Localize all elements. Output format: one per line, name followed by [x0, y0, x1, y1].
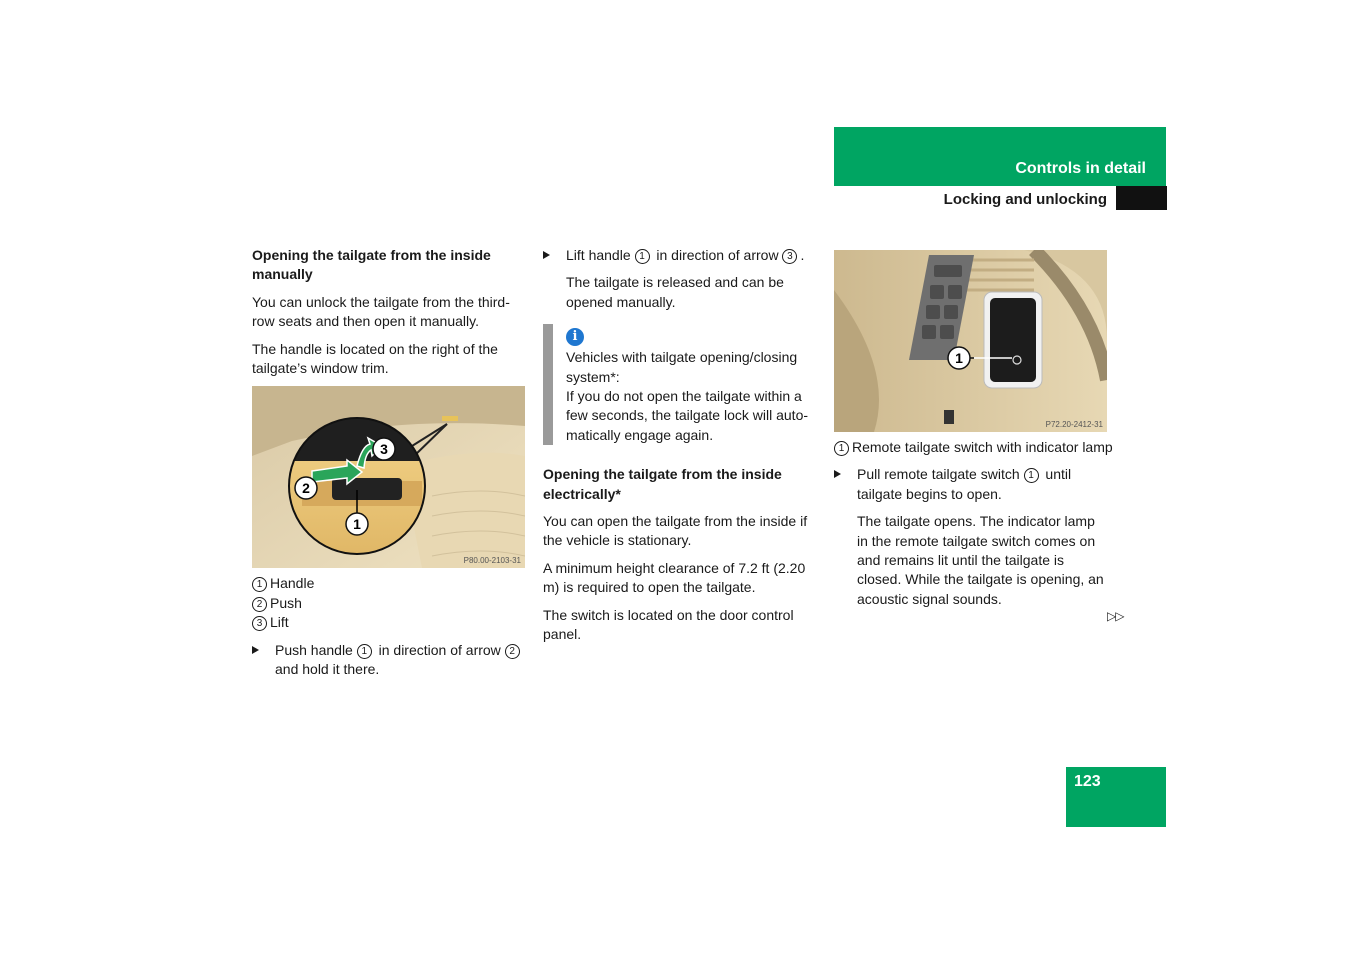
legend-item — [252, 613, 527, 632]
step-bullet-icon — [252, 646, 259, 654]
column-right — [834, 250, 1124, 617]
number-badge: 2 — [252, 597, 267, 612]
section-title: Locking and unlocking — [943, 191, 1107, 208]
note-bar — [543, 324, 553, 445]
paragraph: A minimum height clearance of 7.2 ft (2.20 m) is required to open the tailgate. — [543, 559, 806, 596]
step-result: The tailgate opens. The indicator lamp in the remote tailgate switch comes on and remains lit until the tailgate is closed. While the tailgate is opening, an acoustic signal sounds. — [857, 513, 1104, 607]
number-badge: 1 — [834, 441, 849, 456]
legend-item — [252, 594, 527, 613]
number-badge: 3 — [252, 616, 267, 631]
number-badge: 1 — [252, 577, 267, 592]
continued-arrow-icon: ▷▷ — [1107, 609, 1124, 623]
step-bullet-icon — [543, 251, 550, 259]
door-panel-illustration — [834, 250, 1107, 432]
step-result: The tailgate is released and can be opened manually. — [566, 274, 784, 310]
chapter-title: Controls in detail — [1015, 160, 1146, 177]
legend-item — [834, 438, 1124, 457]
step-bullet-icon — [834, 470, 841, 478]
step-text: Lift handle — [566, 247, 635, 263]
tailgate-handle-figure — [252, 386, 525, 568]
step-text: Push handle — [275, 641, 357, 658]
legend-item — [252, 574, 527, 593]
callout-1: 1 — [353, 516, 361, 533]
number-badge: 1 — [1024, 468, 1039, 483]
legend-label: Lift — [270, 614, 289, 631]
step-text: in direction of arrow — [374, 641, 505, 658]
legend-label: Push — [270, 594, 302, 611]
info-icon: i — [566, 328, 584, 346]
heading-electric: Opening the tailgate from the inside electrically* — [543, 466, 782, 502]
step-text: . — [800, 247, 805, 263]
page-number: 123 — [1074, 773, 1101, 790]
step-text: Pull remote tailgate switch — [857, 466, 1024, 483]
legend-label: Remote tailgate switch with indicator lamp — [852, 439, 1113, 455]
note-text: If you do not open the tailgate within a few seconds, the tailgate lock will auto-matically engage again. — [566, 388, 809, 443]
instruction-step — [543, 246, 818, 265]
instruction-step — [834, 465, 1109, 504]
number-badge: 3 — [782, 249, 797, 264]
door-panel-figure — [834, 250, 1107, 432]
figure-code: P72.20-2412-31 — [1045, 420, 1103, 429]
chapter-header-bar — [834, 127, 1166, 186]
paragraph: You can open the tailgate from the inside if the vehicle is stationary. — [543, 513, 808, 549]
number-badge: 1 — [357, 644, 372, 659]
paragraph: You can unlock the tailgate from the third-row seats and then open it manually. — [252, 293, 510, 330]
paragraph: The switch is located on the door control panel. — [543, 606, 794, 643]
note-box — [543, 324, 818, 445]
instruction-step — [252, 641, 527, 680]
callout-1: 1 — [955, 350, 963, 366]
tailgate-handle-illustration — [252, 386, 525, 568]
number-badge: 2 — [505, 644, 520, 659]
step-text: and hold it there. — [275, 661, 380, 678]
figure-code: P80.00-2103-31 — [463, 556, 521, 566]
number-badge: 1 — [635, 249, 650, 264]
callout-3: 3 — [380, 441, 388, 458]
note-text: Vehicles with tailgate opening/closing system*: — [566, 349, 798, 385]
column-left — [252, 246, 527, 687]
section-marker — [1116, 186, 1167, 210]
step-text: until tailgate begins to open. — [857, 466, 1072, 502]
callout-2: 2 — [302, 480, 310, 497]
paragraph: The handle is located on the right of the tailgate’s window trim. — [252, 340, 498, 377]
heading-manual: Opening the tailgate from the inside manually — [252, 247, 491, 283]
legend-label: Handle — [270, 575, 315, 592]
page-number-box — [1066, 767, 1166, 827]
step-text: in direction of arrow — [652, 247, 783, 263]
column-middle — [543, 246, 818, 653]
